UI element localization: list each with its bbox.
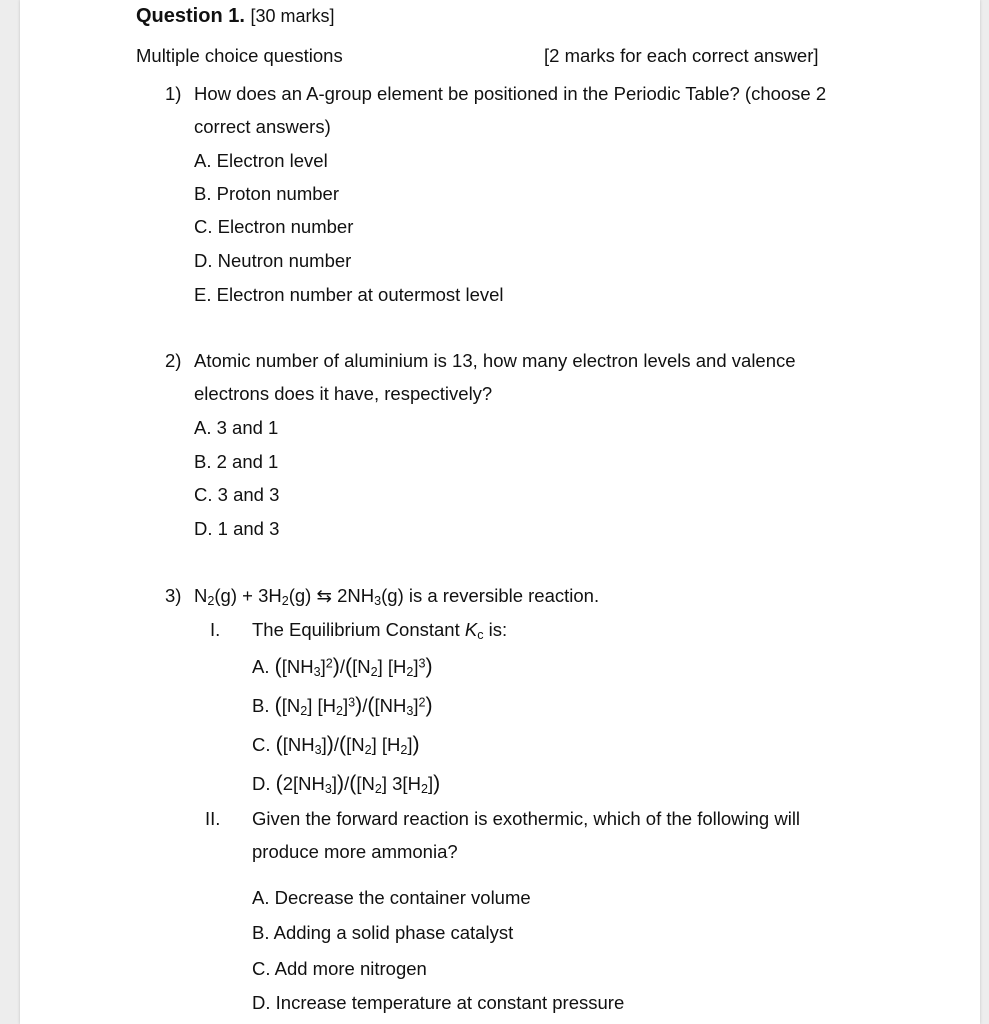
q1-option: A. Electron level: [194, 150, 328, 171]
q1-option: D. Neutron number: [194, 250, 352, 271]
q3-option-b: B. ($[N_2]$ $[H_2]^3)/([NH_3]^2)$: [252, 693, 433, 718]
q3-part2-option: C. Add more nitrogen: [252, 958, 427, 979]
q2-option: C. 3 and 3: [194, 484, 280, 505]
q3-stem: $N_2(g) + 3H_2(g)$ ⇆ $2NH_3(g)$ is a reversible reaction.: [194, 585, 600, 608]
q2-option: D. 1 and 3: [194, 518, 280, 539]
question-marks: [30 marks]: [250, 6, 335, 26]
q3-part2-option: A. Decrease the container volume: [252, 887, 531, 908]
q2-option: A. 3 and 1: [194, 417, 279, 438]
question-heading: [136, 5, 335, 28]
q1-option: B. Proton number: [194, 183, 339, 204]
q2-text-line2: electrons does it have, respectively?: [194, 383, 493, 404]
q3-part1-numeral: I.: [210, 619, 221, 640]
q3-option-a: A. $([NH_3]^2)/([N_2]$ $[H_2]^3$): [252, 654, 433, 679]
question-title: Question 1.: [136, 5, 245, 27]
document-page: [20, 0, 980, 1024]
q3-part2-text-line1: Given the forward reaction is exothermic, which of the following will: [252, 808, 801, 829]
q2-option: B. 2 and 1: [194, 451, 279, 472]
q3-option-d: D. $(2[NH_3])/([N_2]$ $3[H_2]$): [252, 771, 441, 796]
q3-part2-option: D. Increase temperature at constant pressure: [252, 992, 625, 1013]
q3-part2-text-line2: produce more ammonia?: [252, 841, 458, 862]
q1-number: 1): [165, 83, 182, 104]
section-label: Multiple choice questions: [136, 45, 343, 66]
q3-number: 3): [165, 585, 182, 606]
q1-option: C. Electron number: [194, 216, 354, 237]
q1-text-line1: How does an A-group element be positioned in the Periodic Table? (choose 2: [194, 83, 827, 104]
q3-option-c: C. $([NH_3])/([N_2]$ $[H_2]$): [252, 732, 420, 757]
marks-note: [2 marks for each correct answer]: [544, 45, 819, 66]
q3-part2-numeral: II.: [205, 808, 221, 829]
q1-text-line2: correct answers): [194, 116, 331, 137]
q2-number: 2): [165, 350, 182, 371]
q3-part2-option: B. Adding a solid phase catalyst: [252, 922, 514, 943]
q1-option: E. Electron number at outermost level: [194, 284, 504, 305]
q3-part1-text: The Equilibrium Constant $K_c$ is:: [252, 619, 508, 642]
q2-text-line1: Atomic number of aluminium is 13, how many electron levels and valence: [194, 350, 796, 371]
